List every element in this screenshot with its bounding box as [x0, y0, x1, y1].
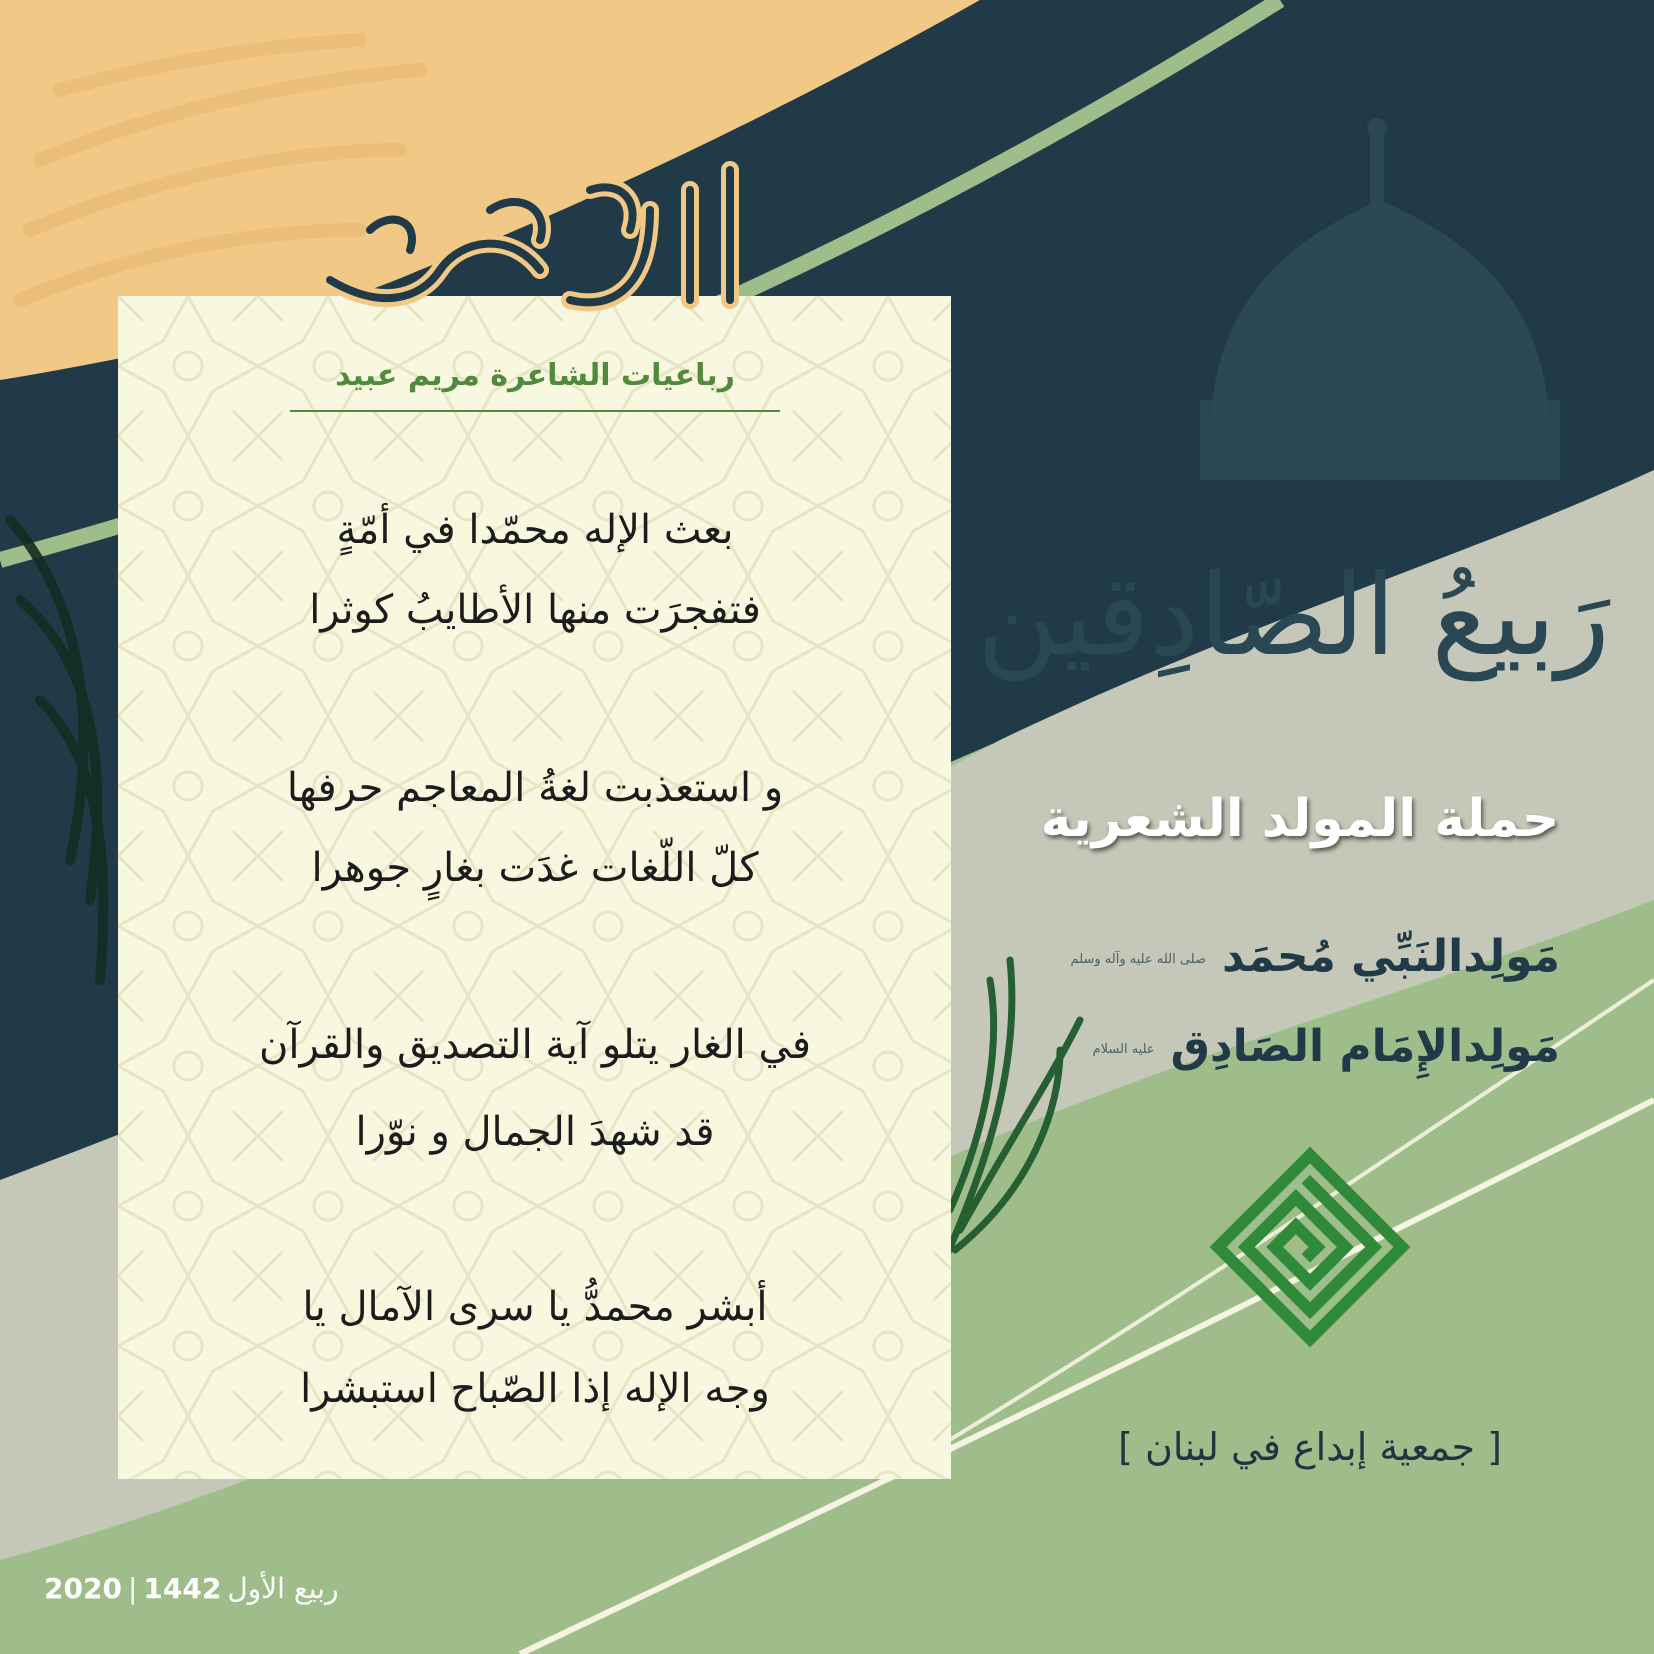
verse-line: فتفجرَت منها الأطايبُ كوثرا: [309, 587, 761, 633]
organization-name: [ جمعية إبداع في لبنان ]: [1118, 1425, 1502, 1469]
campaign-title: رَبيعُ الصّادِقين: [976, 551, 1610, 681]
verse-line: بعث الإله محمّدا في أمّةٍ: [336, 507, 734, 553]
salawat-calligraphy: [290, 150, 790, 350]
honorific-as: عليه السلام: [1092, 1041, 1155, 1057]
verse-line: قد شهدَ الجمال و نوّرا: [355, 1109, 715, 1155]
verse-line: كلّ اللّغات غدَت بغارٍ جوهرا: [311, 845, 759, 891]
verse-line: أبشر محمدُّ يا سرى الآمال يا: [302, 1284, 768, 1330]
date-footer: [44, 1572, 374, 1605]
occasion-label: مَولِدالإِمَام الصَادِق: [1170, 1021, 1560, 1072]
gregorian-year: 2020: [44, 1572, 122, 1605]
verse-line: في الغار يتلو آية التصديق والقرآن: [259, 1022, 811, 1068]
honorific-saw: صلى الله عليه وآله وسلم: [1070, 951, 1206, 967]
campaign-subtitle: حملة المولد الشعرية: [1040, 789, 1560, 849]
poet-title-underline: [290, 410, 780, 412]
occasion-label: مَولِدالنَبِّي مُحمَد: [1222, 931, 1560, 982]
occasion-imam-birth: [1000, 1021, 1560, 1072]
date-separator: |: [127, 1572, 138, 1605]
verse-line: و استعذبت لغةُ المعاجم حرفها: [286, 765, 784, 811]
kufic-emblem-icon: [1203, 1140, 1417, 1354]
hijri-year: 1442: [143, 1572, 222, 1605]
poet-title: رباعيات الشاعرة مريم عبيد: [335, 358, 735, 393]
occasion-prophet-birth: [1000, 931, 1560, 982]
verse-line: وجه الإله إذا الصّباح استبشرا: [300, 1366, 770, 1412]
hijri-month: ربيع الأول: [227, 1572, 339, 1605]
